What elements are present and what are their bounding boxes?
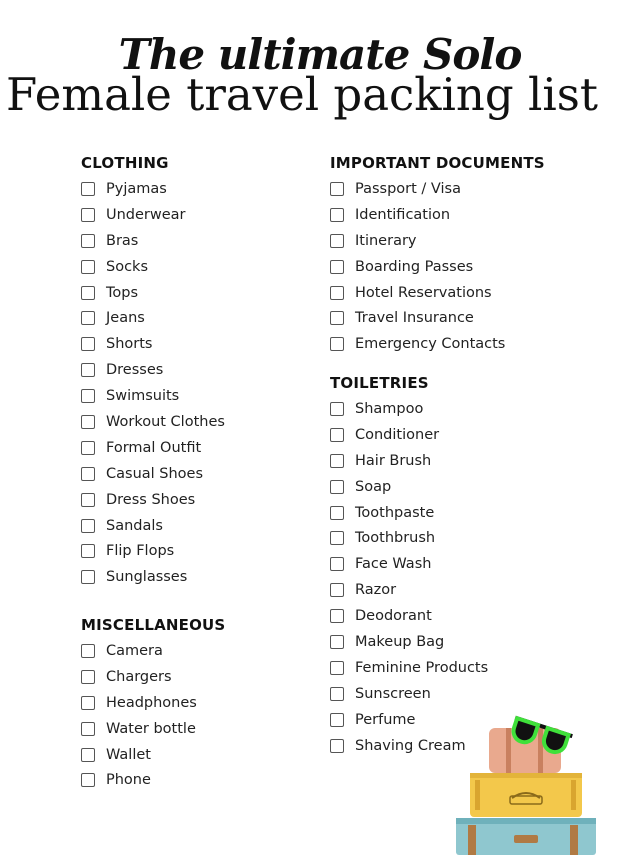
checklist-item-label: Feminine Products [355, 659, 489, 676]
checklist-item-label: Itinerary [355, 232, 417, 249]
checklist-item-label: Sunscreen [355, 685, 431, 702]
checklist-item-label: Toothbrush [355, 530, 436, 547]
checklist-item [330, 655, 488, 681]
checklist-item-label: Phone [106, 772, 151, 789]
checkbox[interactable] [330, 402, 344, 416]
checkbox[interactable] [330, 454, 344, 468]
checkbox[interactable] [330, 557, 344, 571]
checklist-item-label: Travel Insurance [355, 310, 474, 327]
checkbox[interactable] [330, 428, 344, 442]
checkbox[interactable] [81, 415, 95, 429]
checkbox[interactable] [330, 337, 344, 351]
checklist-item [330, 305, 545, 331]
checklist-item [330, 448, 488, 474]
clothing-heading: CLOTHING [81, 154, 169, 172]
checklist-item [81, 435, 225, 461]
checkbox[interactable] [81, 519, 95, 533]
checklist-item [330, 254, 545, 280]
checklist-item-label: Shaving Cream [355, 737, 466, 754]
checklist-item [81, 664, 225, 690]
checkbox[interactable] [81, 570, 95, 584]
checkbox[interactable] [330, 713, 344, 727]
checkbox[interactable] [81, 544, 95, 558]
checklist-item-label: Wallet [106, 746, 151, 763]
checklist-item-label: Hair Brush [355, 452, 432, 469]
checklist-item [330, 577, 488, 603]
checkbox[interactable] [81, 182, 95, 196]
checklist-item-label: Sunglasses [106, 569, 188, 586]
checklist-item-label: Deodorant [355, 608, 432, 625]
checklist-item-label: Sandals [106, 517, 163, 534]
checkbox[interactable] [330, 531, 344, 545]
checklist-item [81, 305, 225, 331]
checklist-item-label: Perfume [355, 711, 416, 728]
checkbox[interactable] [330, 182, 344, 196]
checklist-item [81, 638, 225, 664]
checklist-item-label: Conditioner [355, 426, 440, 443]
checklist-item-label: Soap [355, 478, 392, 495]
title-script-line: The ultimate Solo [118, 30, 522, 79]
checkbox[interactable] [81, 363, 95, 377]
checklist-item [81, 383, 225, 409]
checkbox[interactable] [81, 773, 95, 787]
checklist-item [330, 474, 488, 500]
checklist-item [81, 254, 225, 280]
checklist-item-label: Dress Shoes [106, 491, 196, 508]
checklist-item [330, 202, 545, 228]
toiletries-heading: TOILETRIES [330, 374, 429, 392]
checkbox[interactable] [81, 722, 95, 736]
checklist-item [330, 525, 488, 551]
toiletries-section [330, 370, 488, 758]
checkbox[interactable] [81, 311, 95, 325]
miscellaneous-section [81, 612, 225, 793]
checklist-item-label: Water bottle [106, 720, 196, 737]
checklist-item-label: Flip Flops [106, 543, 175, 560]
checklist-item [330, 176, 545, 202]
clothing-section [81, 150, 225, 590]
checklist-item-label: Razor [355, 582, 397, 599]
checkbox[interactable] [81, 696, 95, 710]
checkbox[interactable] [81, 337, 95, 351]
suitcase-stack-with-sunglasses-icon [448, 708, 608, 855]
documents-list [330, 176, 545, 357]
checkbox[interactable] [330, 260, 344, 274]
checklist-item [81, 538, 225, 564]
checklist-item [330, 396, 488, 422]
checklist-item-label: Face Wash [355, 556, 432, 573]
checklist-item-label: Pyjamas [106, 180, 167, 197]
checkbox[interactable] [81, 467, 95, 481]
checkbox[interactable] [81, 644, 95, 658]
checkbox[interactable] [330, 687, 344, 701]
checklist-item [81, 716, 225, 742]
checklist-item-label: Casual Shoes [106, 465, 204, 482]
checklist-item [81, 461, 225, 487]
checklist-item [81, 202, 225, 228]
checklist-item-label: Headphones [106, 694, 197, 711]
documents-section [330, 150, 545, 357]
checklist-item-label: Chargers [106, 668, 172, 685]
checklist-item [81, 280, 225, 306]
checklist-item-label: Toothpaste [355, 504, 435, 521]
checkbox[interactable] [330, 208, 344, 222]
miscellaneous-heading: MISCELLANEOUS [81, 616, 226, 634]
toiletries-list [330, 396, 488, 758]
checklist-item-label: Bras [106, 232, 139, 249]
checklist-item-label: Shampoo [355, 400, 424, 417]
checklist-item-label: Emergency Contacts [355, 336, 506, 353]
checklist-item [330, 422, 488, 448]
checklist-item-label: Camera [106, 642, 163, 659]
clothing-list [81, 176, 225, 590]
checklist-item [81, 742, 225, 768]
page-title: Female travel packing list [6, 68, 598, 121]
checklist-item [81, 690, 225, 716]
checkbox[interactable] [330, 661, 344, 675]
checkbox[interactable] [330, 739, 344, 753]
checklist-item [330, 228, 545, 254]
checkbox[interactable] [330, 506, 344, 520]
checklist-item-label: Swimsuits [106, 388, 180, 405]
checklist-item-label: Identification [355, 206, 451, 223]
checkbox[interactable] [330, 234, 344, 248]
checklist-item-label: Dresses [106, 362, 164, 379]
checklist-item [81, 357, 225, 383]
checkbox[interactable] [81, 260, 95, 274]
checklist-item-label: Makeup Bag [355, 633, 445, 650]
checklist-item [330, 331, 545, 357]
checkbox[interactable] [330, 286, 344, 300]
checklist-item-label: Tops [106, 284, 139, 301]
checklist-item [330, 551, 488, 577]
checklist-item-label: Passport / Visa [355, 180, 461, 197]
checkbox[interactable] [81, 286, 95, 300]
checkbox[interactable] [81, 748, 95, 762]
checklist-item-label: Hotel Reservations [355, 284, 492, 301]
documents-heading: IMPORTANT DOCUMENTS [330, 154, 545, 172]
checklist-item-label: Socks [106, 258, 148, 275]
checklist-item [81, 228, 225, 254]
checkbox[interactable] [81, 208, 95, 222]
checklist-item [81, 767, 225, 793]
checkbox[interactable] [81, 234, 95, 248]
checkbox[interactable] [81, 441, 95, 455]
checklist-item [330, 681, 488, 707]
checklist-item [81, 487, 225, 513]
checklist-item-label: Jeans [106, 310, 145, 327]
checkbox[interactable] [81, 670, 95, 684]
checklist-item [81, 176, 225, 202]
checklist-item [81, 409, 225, 435]
checkbox[interactable] [330, 635, 344, 649]
checklist-item [330, 629, 488, 655]
checklist-item [330, 603, 488, 629]
checklist-item-label: Underwear [106, 206, 186, 223]
checklist-item-label: Formal Outfit [106, 439, 202, 456]
checkbox[interactable] [330, 311, 344, 325]
miscellaneous-list [81, 638, 225, 793]
checkbox[interactable] [330, 609, 344, 623]
checklist-item-label: Shorts [106, 336, 153, 353]
checkbox[interactable] [81, 389, 95, 403]
checklist-item [81, 331, 225, 357]
checklist-item [81, 513, 225, 539]
checklist-item-label: Boarding Passes [355, 258, 474, 275]
checklist-item-label: Workout Clothes [106, 413, 225, 430]
checkbox[interactable] [330, 480, 344, 494]
checkbox[interactable] [81, 493, 95, 507]
checklist-item [81, 564, 225, 590]
checklist-item [330, 500, 488, 526]
checkbox[interactable] [330, 583, 344, 597]
checklist-item [330, 280, 545, 306]
